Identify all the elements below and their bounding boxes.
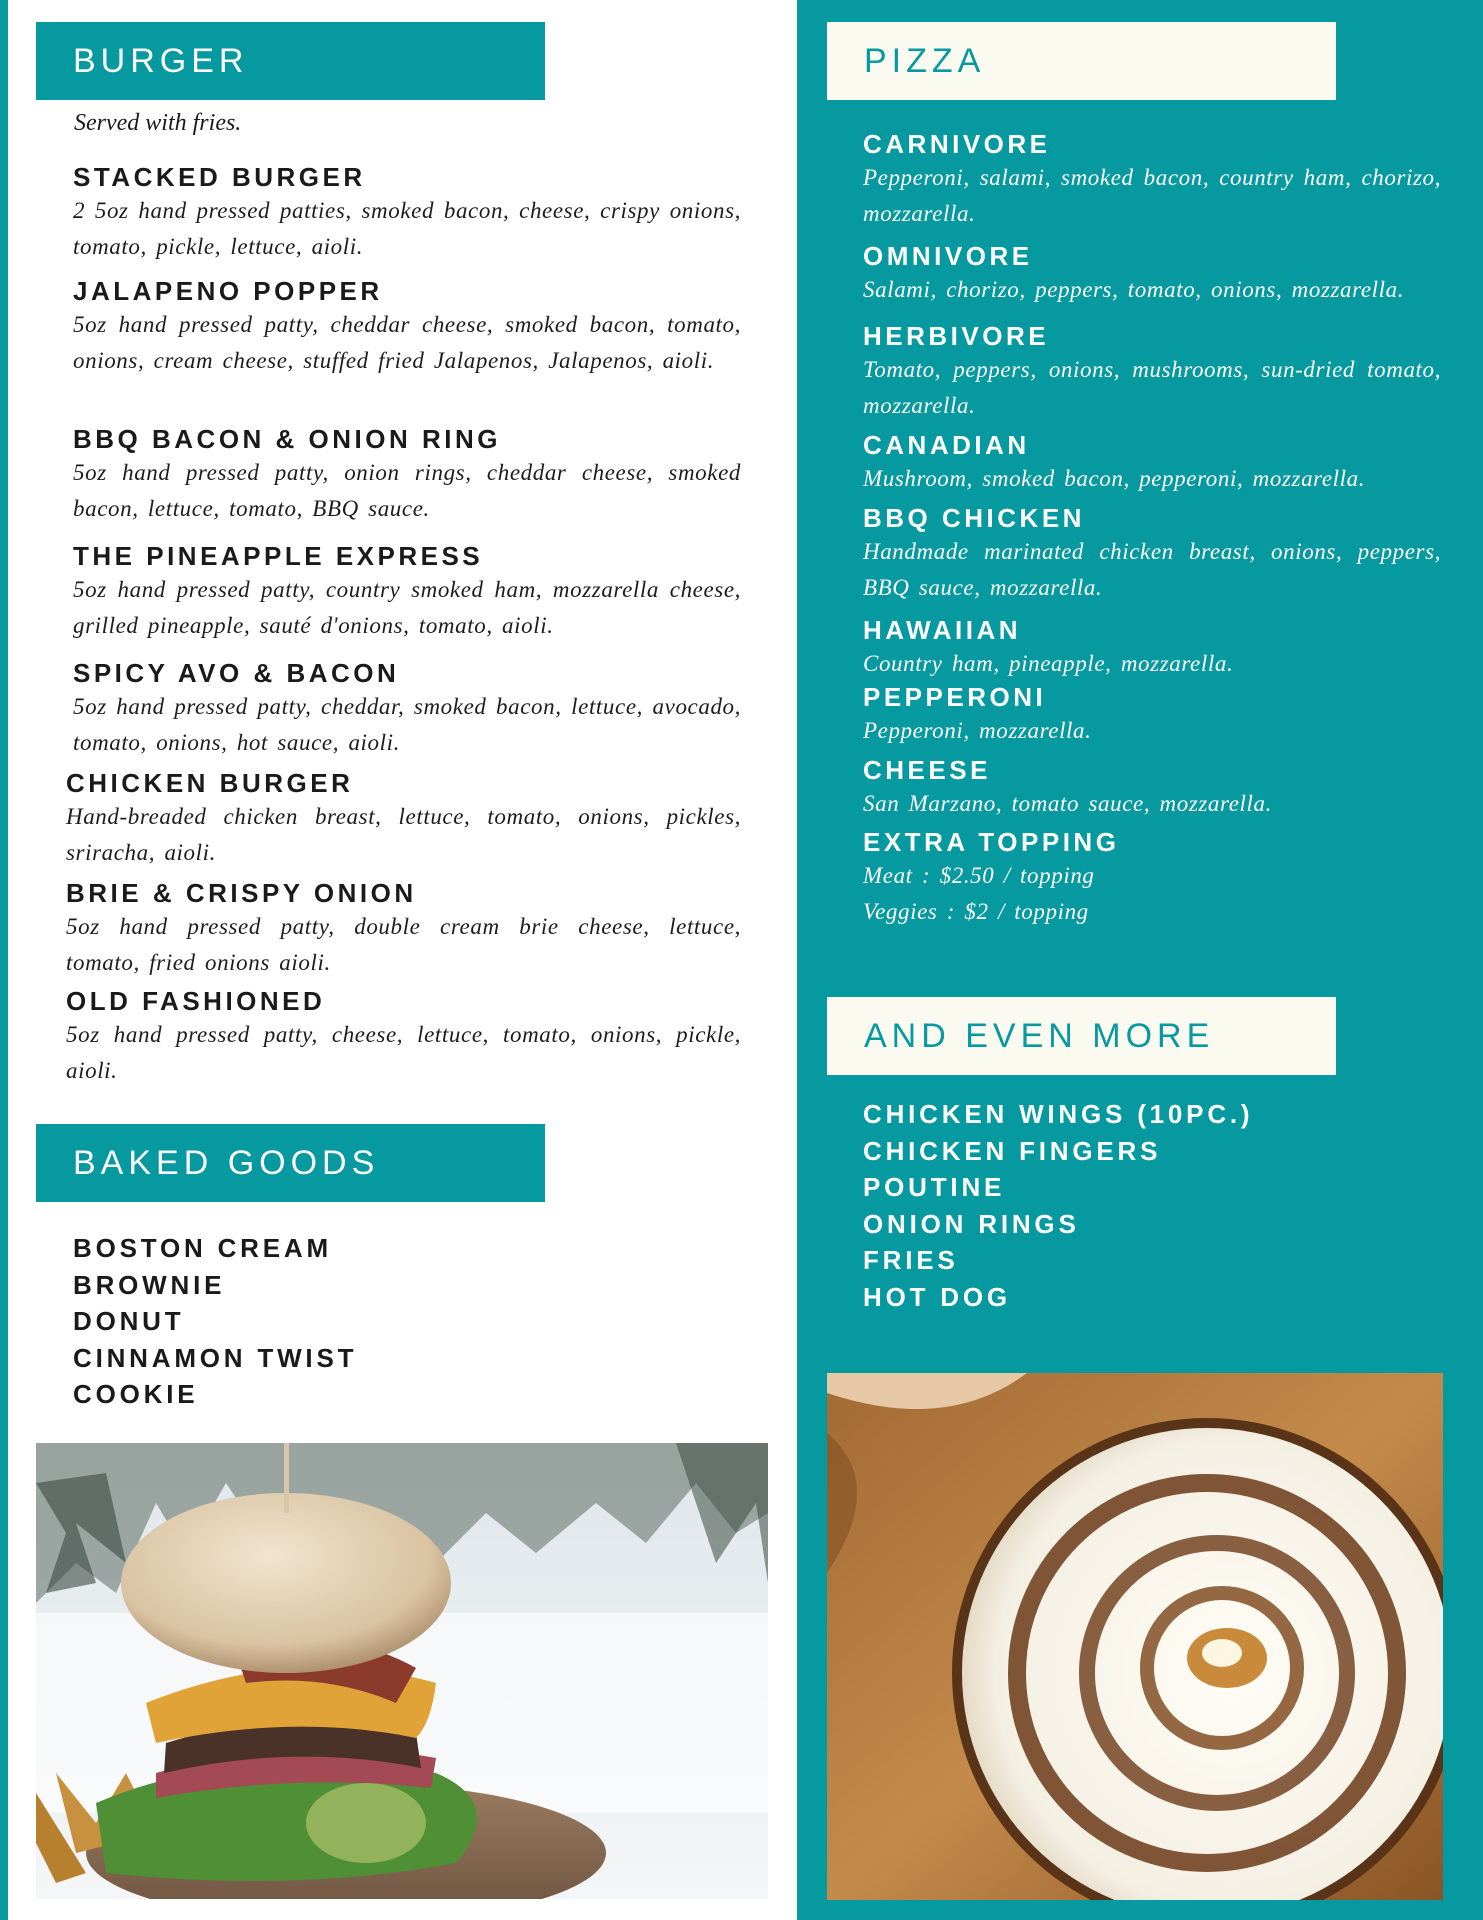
baked-goods-heading [36, 1124, 545, 1202]
baked-goods-list [73, 1230, 357, 1413]
burger-heading-text: BURGER [73, 41, 249, 80]
baked-goods-heading-text: BAKED GOODS [73, 1143, 380, 1182]
item-description: Pepperoni, mozzarella. [863, 718, 1092, 743]
menu-item [73, 657, 741, 761]
menu-item [863, 754, 1441, 822]
item-description: Meat : $2.50 / topping [863, 863, 1095, 888]
left-accent-strip [0, 0, 8, 1920]
item-description: 5oz hand pressed patty, cheese, lettuce, tomato, onions, pickle, aioli. [66, 1022, 741, 1083]
item-description: Handmade marinated chicken breast, onions, peppers, BBQ sauce, mozzarella. [863, 539, 1441, 600]
item-description: Mushroom, smoked bacon, pepperoni, mozzarella. [863, 466, 1366, 491]
menu-item [73, 275, 741, 379]
item-description: 2 5oz hand pressed patties, smoked bacon, cheese, crispy onions, tomato, pickle, lettuce, aioli. [73, 198, 741, 259]
item-name: JALAPENO POPPER [73, 276, 383, 306]
burger-intro: Served with fries. [74, 110, 242, 136]
list-item: CINNAMON TWIST [73, 1342, 358, 1373]
item-name: CANADIAN [863, 430, 1030, 460]
menu-item [66, 985, 741, 1089]
menu-item [863, 681, 1441, 749]
item-description: San Marzano, tomato sauce, mozzarella. [863, 791, 1272, 816]
item-name: HAWAIIAN [863, 615, 1021, 645]
item-name: OLD FASHIONED [66, 986, 326, 1016]
more-list [863, 1096, 1253, 1315]
item-name: OMNIVORE [863, 241, 1033, 271]
list-item: COOKIE [73, 1379, 199, 1409]
menu-item [863, 128, 1441, 232]
pizza-heading [827, 22, 1336, 100]
more-heading-text: AND EVEN MORE [864, 1016, 1215, 1055]
item-name: CHICKEN BURGER [66, 768, 354, 798]
list-item: FRIES [863, 1245, 959, 1275]
menu-item [863, 429, 1441, 497]
item-description: Tomato, peppers, onions, mushrooms, sun-dried tomato, mozzarella. [863, 357, 1441, 418]
list-item: HOT DOG [863, 1281, 1011, 1312]
item-name: CHEESE [863, 755, 991, 785]
item-name: HERBIVORE [863, 321, 1050, 351]
item-name: THE PINEAPPLE EXPRESS [73, 541, 484, 571]
menu-item [863, 614, 1441, 682]
menu-item [66, 767, 741, 871]
burger-heading [36, 22, 545, 100]
item-name: CARNIVORE [863, 129, 1051, 159]
item-description: Hand-breaded chicken breast, lettuce, tomato, onions, pickles, sriracha, aioli. [66, 804, 741, 865]
item-name: BRIE & CRISPY ONION [66, 878, 417, 908]
item-name: STACKED BURGER [73, 162, 366, 192]
item-description: Pepperoni, salami, smoked bacon, country ham, chorizo, mozzarella. [863, 165, 1441, 226]
list-item: ONION RINGS [863, 1208, 1080, 1239]
menu-item [863, 240, 1441, 308]
burger-photo [36, 1443, 768, 1899]
item-description: 5oz hand pressed patty, country smoked ham, mozzarella cheese, grilled pineapple, sauté d'onions, tomato, aioli. [73, 577, 741, 638]
item-name: BBQ BACON & ONION RING [73, 424, 501, 454]
more-heading [827, 997, 1336, 1075]
item-name: BBQ CHICKEN [863, 503, 1085, 533]
menu-item [863, 502, 1441, 606]
pizza-heading-text: PIZZA [864, 41, 986, 80]
menu-item [66, 877, 741, 981]
item-description: Salami, chorizo, peppers, tomato, onions, mozzarella. [863, 277, 1405, 302]
menu-item [863, 826, 1441, 930]
menu-item [73, 161, 741, 265]
menu-item [73, 423, 741, 527]
list-item: BOSTON CREAM [73, 1233, 332, 1263]
list-item: DONUT [73, 1306, 185, 1336]
list-item: BROWNIE [73, 1269, 226, 1300]
item-description: 5oz hand pressed patty, cheddar, smoked bacon, lettuce, avocado, tomato, onions, hot sauce, aioli. [73, 694, 741, 755]
item-name: SPICY AVO & BACON [73, 658, 400, 688]
item-description: 5oz hand pressed patty, double cream brie cheese, lettuce, tomato, fried onions aioli. [66, 914, 741, 975]
list-item: CHICKEN FINGERS [863, 1135, 1162, 1166]
menu-item [863, 320, 1441, 424]
cinnamon-bun-photo [827, 1373, 1443, 1900]
item-description: Country ham, pineapple, mozzarella. [863, 651, 1234, 676]
menu-item [73, 540, 741, 644]
item-description: 5oz hand pressed patty, onion rings, cheddar cheese, smoked bacon, lettuce, tomato, BBQ sauce. [73, 460, 741, 521]
item-name: PEPPERONI [863, 682, 1047, 712]
item-name: EXTRA TOPPING [863, 827, 1120, 857]
list-item: CHICKEN WINGS (10PC.) [863, 1099, 1254, 1129]
list-item: POUTINE [863, 1172, 1006, 1202]
item-description: 5oz hand pressed patty, cheddar cheese, smoked bacon, tomato, onions, cream cheese, stuffed fried Jalapenos, Jalapenos, aioli. [73, 312, 741, 373]
item-description-secondary: Veggies : $2 / topping [863, 899, 1089, 924]
